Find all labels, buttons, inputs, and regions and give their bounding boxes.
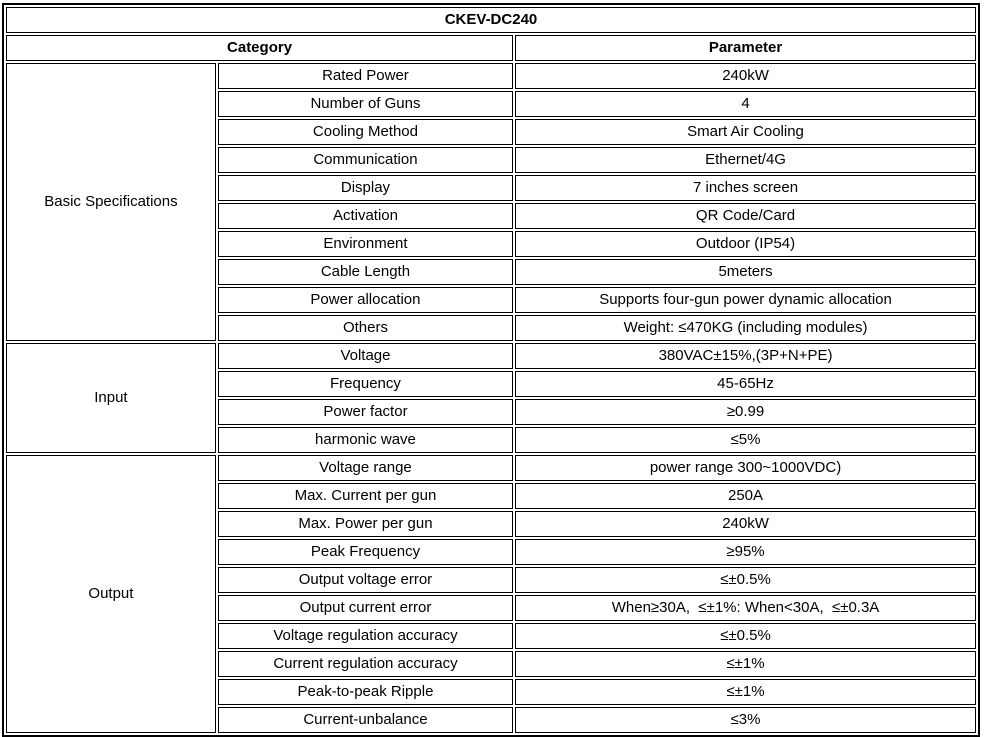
param-cell: Max. Power per gun [218, 511, 513, 537]
param-cell: Voltage range [218, 455, 513, 481]
value-cell: 240kW [515, 63, 976, 89]
value-cell: ≤±0.5% [515, 567, 976, 593]
value-cell: Outdoor (IP54) [515, 231, 976, 257]
value-cell: 240kW [515, 511, 976, 537]
section-label-basic-specifications: Basic Specifications [6, 63, 216, 341]
value-cell: 4 [515, 91, 976, 117]
param-cell: Rated Power [218, 63, 513, 89]
section-label-input: Input [6, 343, 216, 453]
title-row [6, 7, 976, 33]
value-cell: Supports four-gun power dynamic allocation [515, 287, 976, 313]
value-cell: ≥0.99 [515, 399, 976, 425]
value-cell: ≤5% [515, 427, 976, 453]
param-cell: Peak-to-peak Ripple [218, 679, 513, 705]
param-cell: Number of Guns [218, 91, 513, 117]
param-cell: Display [218, 175, 513, 201]
param-cell: Current-unbalance [218, 707, 513, 733]
param-cell: Power allocation [218, 287, 513, 313]
table-row [6, 63, 976, 89]
param-cell: Output voltage error [218, 567, 513, 593]
column-header-parameter: Parameter [515, 35, 976, 61]
param-cell: Cooling Method [218, 119, 513, 145]
param-cell: Others [218, 315, 513, 341]
table-row [6, 343, 976, 369]
column-header-category: Category [6, 35, 513, 61]
value-cell: 250A [515, 483, 976, 509]
param-cell: Environment [218, 231, 513, 257]
spec-table [2, 3, 980, 737]
value-cell: 380VAC±15%,(3P+N+PE) [515, 343, 976, 369]
value-cell: ≥95% [515, 539, 976, 565]
param-cell: Current regulation accuracy [218, 651, 513, 677]
param-cell: Frequency [218, 371, 513, 397]
value-cell: 45-65Hz [515, 371, 976, 397]
param-cell: Cable Length [218, 259, 513, 285]
value-cell: When≥30A, ≤±1%: When<30A, ≤±0.3A [515, 595, 976, 621]
value-cell: ≤±0.5% [515, 623, 976, 649]
value-cell: ≤3% [515, 707, 976, 733]
value-cell: Smart Air Cooling [515, 119, 976, 145]
value-cell: ≤±1% [515, 679, 976, 705]
table-title: CKEV-DC240 [6, 7, 976, 33]
value-cell: 5meters [515, 259, 976, 285]
param-cell: Communication [218, 147, 513, 173]
value-cell: Weight: ≤470KG (including modules) [515, 315, 976, 341]
value-cell: power range 300~1000VDC) [515, 455, 976, 481]
param-cell: Voltage regulation accuracy [218, 623, 513, 649]
param-cell: Peak Frequency [218, 539, 513, 565]
value-cell: ≤±1% [515, 651, 976, 677]
table-row [6, 455, 976, 481]
header-row [6, 35, 976, 61]
param-cell: Power factor [218, 399, 513, 425]
param-cell: harmonic wave [218, 427, 513, 453]
value-cell: 7 inches screen [515, 175, 976, 201]
param-cell: Voltage [218, 343, 513, 369]
value-cell: QR Code/Card [515, 203, 976, 229]
section-label-output: Output [6, 455, 216, 733]
param-cell: Max. Current per gun [218, 483, 513, 509]
param-cell: Activation [218, 203, 513, 229]
value-cell: Ethernet/4G [515, 147, 976, 173]
param-cell: Output current error [218, 595, 513, 621]
